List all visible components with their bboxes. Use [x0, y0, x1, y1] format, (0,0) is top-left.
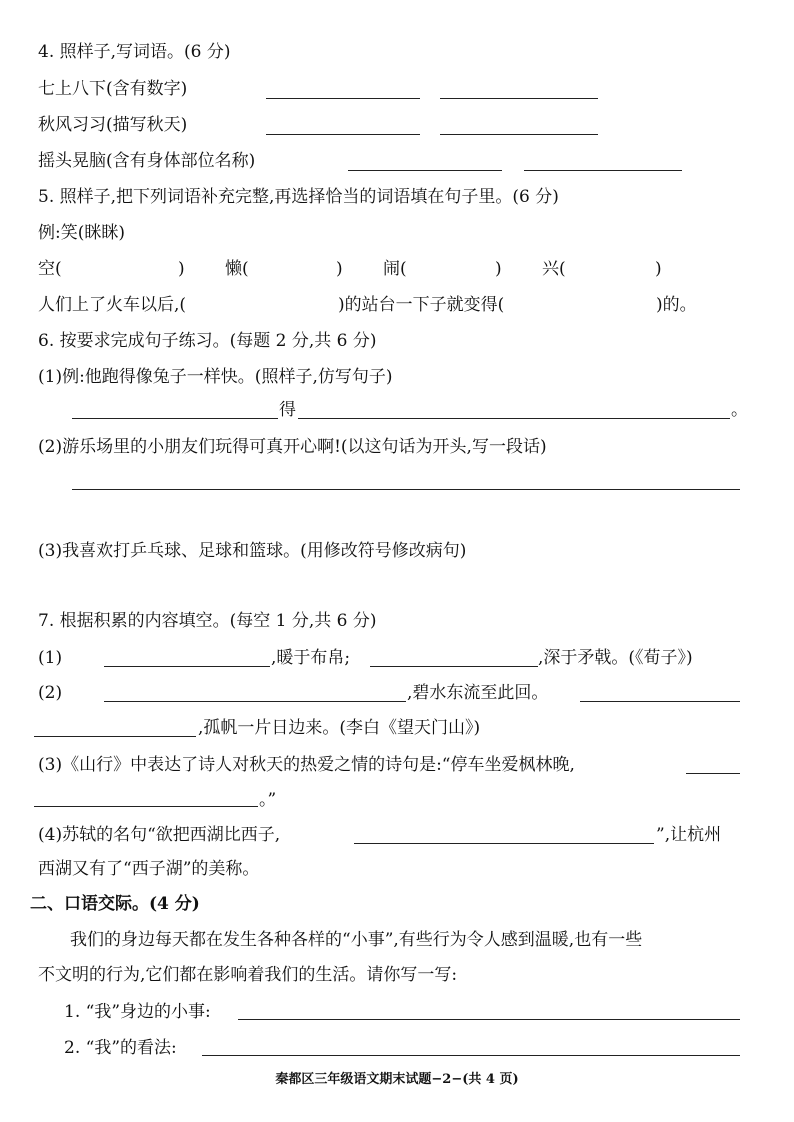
q5-word-2-text: 懒( [225, 259, 249, 279]
q6-part-2: (2)游乐场里的小朋友们玩得可真开心啊!(以这句话为开头,写一段话) [38, 437, 547, 457]
q5-word-4-text: 兴( [542, 259, 566, 279]
q7-item-2-mid: ,碧水东流至此回。 [407, 683, 549, 703]
q5-sentence-a: 人们上了火车以后,( [38, 295, 187, 315]
q7-item-2-label: (2) [38, 683, 63, 703]
q7-item-3-text: (3)《山行》中表达了诗人对秋天的热爱之情的诗句是:“停车坐爱枫林晚, [38, 755, 575, 775]
q5-title: 5. 照样子,把下列词语补充完整,再选择恰当的词语填在句子里。(6 分) [38, 187, 559, 207]
q5-word-2[interactable] [225, 257, 249, 281]
page-footer: 秦都区三年级语文期末试题−2−(共 4 页) [275, 1072, 519, 1087]
q7-item-2-blank-3[interactable] [34, 736, 196, 737]
q4-row-3-label: 摇头晃脑(含有身体部位名称) [38, 151, 256, 171]
q7-item-1-mid: ,暖于布帛; [271, 648, 351, 668]
q5-word-3[interactable] [383, 257, 407, 281]
section-2-item-2-line[interactable] [202, 1055, 740, 1056]
q4-row-3-blank-1[interactable] [348, 170, 502, 171]
section-2-item-2: 2. “我”的看法: [64, 1038, 177, 1058]
q6-part-2-answer-line[interactable] [72, 489, 740, 490]
q7-item-2-blank-2[interactable] [580, 701, 740, 702]
section-2-para-1: 我们的身边每天都在发生各种各样的“小事”,有些行为令人感到温暖,也有一些 [70, 930, 643, 950]
q5-sentence-b: )的站台一下子就变得( [338, 295, 505, 315]
q7-item-4-blank[interactable] [354, 843, 654, 844]
q4-row-2-blank-2[interactable] [440, 134, 598, 135]
q5-example: 例:笑(眯眯) [38, 223, 125, 243]
q5-word-2-close: ) [336, 259, 343, 279]
q7-item-4-text: (4)苏轼的名句“欲把西湖比西子, [38, 825, 281, 845]
q6-part-1-end: 。 [731, 400, 748, 420]
q5-word-3-text: 闹( [383, 259, 407, 279]
q4-row-2-blank-1[interactable] [266, 134, 420, 135]
q4-row-2-label: 秋风习习(描写秋天) [38, 115, 188, 135]
q4-row-1-blank-2[interactable] [440, 98, 598, 99]
q7-item-3-blank-1[interactable] [686, 773, 740, 774]
q5-word-1[interactable] [38, 257, 62, 281]
q7-item-2-end: ,孤帆一片日边来。(李白《望天门山》) [198, 718, 481, 738]
q6-part-3: (3)我喜欢打乒乓球、足球和篮球。(用修改符号修改病句) [38, 541, 467, 561]
section-2-title: 二、口语交际。(4 分) [30, 894, 200, 914]
q7-item-4-cont: 西湖又有了“西子湖”的美称。 [38, 859, 260, 879]
q7-item-3-end: 。” [259, 790, 277, 810]
q6-title: 6. 按要求完成句子练习。(每题 2 分,共 6 分) [38, 331, 377, 351]
q5-word-3-close: ) [495, 259, 502, 279]
q5-word-1-close: ) [178, 259, 185, 279]
q5-sentence-c: )的。 [656, 295, 697, 315]
section-2-item-1: 1. “我”身边的小事: [64, 1002, 211, 1022]
q5-word-1-text: 空( [38, 259, 62, 279]
q7-item-1-blank-2[interactable] [370, 666, 538, 667]
q4-title: 4. 照样子,写词语。(6 分) [38, 42, 231, 62]
q4-row-1-blank-1[interactable] [266, 98, 420, 99]
q7-item-1-blank-1[interactable] [104, 666, 270, 667]
q4-row-3-blank-2[interactable] [524, 170, 682, 171]
q7-title: 7. 根据积累的内容填空。(每空 1 分,共 6 分) [38, 611, 377, 631]
q6-part-1-mid: 得 [279, 400, 296, 420]
q7-item-2-blank-1[interactable] [104, 701, 406, 702]
q7-item-3-blank-2[interactable] [34, 806, 258, 807]
q5-word-4[interactable] [542, 257, 566, 281]
section-2-item-1-line[interactable] [238, 1019, 740, 1020]
q7-item-1-end: ,深于矛戟。(《荀子》) [538, 648, 693, 668]
section-2-para-2: 不文明的行为,它们都在影响着我们的生活。请你写一写: [38, 965, 458, 985]
q4-row-1-label: 七上八下(含有数字) [38, 79, 188, 99]
q6-part-1-blank-1[interactable] [72, 418, 278, 419]
q7-item-4-end: ”,让杭州 [656, 825, 722, 845]
q6-part-1-blank-2[interactable] [298, 418, 730, 419]
q7-item-1-label: (1) [38, 648, 63, 668]
q5-word-4-close: ) [655, 259, 662, 279]
q6-part-1: (1)例:他跑得像兔子一样快。(照样子,仿写句子) [38, 367, 393, 387]
